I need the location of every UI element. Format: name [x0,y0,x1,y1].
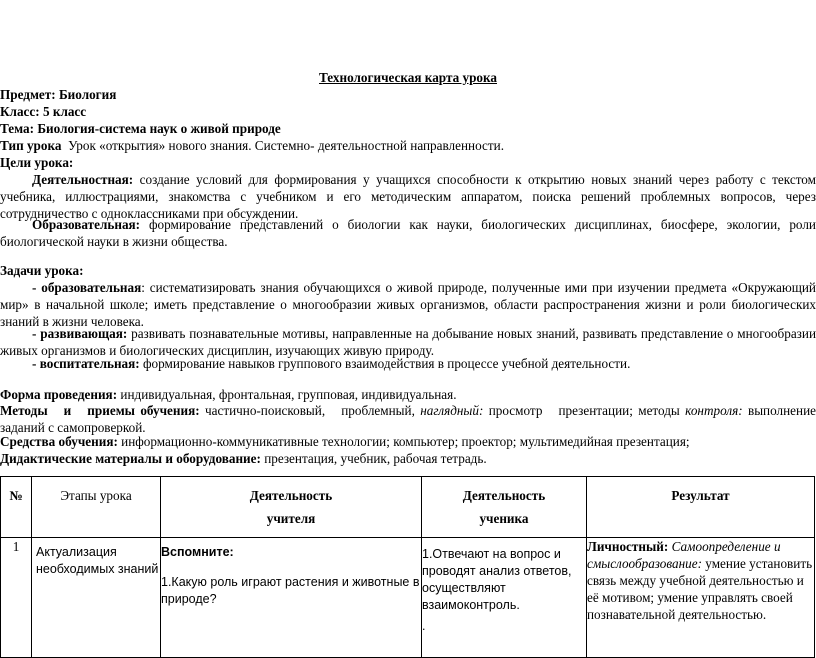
subject-line [0,86,816,103]
goal-educational-label: Образовательная: [32,217,141,232]
row-num: 1 [1,538,32,658]
lesson-table [0,476,815,658]
table-row [1,538,815,658]
methods-label: Методы и приемы обучения: [0,403,200,418]
task-educational-paragraph [0,279,816,330]
methods-paragraph [0,402,816,436]
methods-part3: выполнение заданий с самопроверкой. [0,403,816,435]
result-text: умение установить связь между учебной деятельностью и её мотивом; умение управлять своей познавательной деятельностью. [587,556,813,622]
task-educational-label: - образовательная [32,280,142,295]
task-upbringing-paragraph [0,355,816,372]
row-teacher-activity [161,538,422,658]
header-teacher: Деятельность учителя [161,477,422,538]
goal-activity-paragraph [0,171,816,222]
table-header-row [1,477,815,538]
teacher-question: 1.Какую роль играют растения и животные в природе? [161,575,420,606]
topic-label: Тема: [0,121,35,136]
means-line [0,433,816,450]
row-result [587,538,815,658]
form-line [0,386,816,403]
header-num: № [1,477,32,538]
goals-heading: Цели урока: [0,155,74,170]
topic-value: Биология-система наук о живой природе [37,121,281,136]
teacher-heading: Вспомните: [161,545,234,559]
student-dot: . [422,619,426,633]
methods-visual: наглядный: [420,403,484,418]
goal-educational-text: формирование представлений о биологии как науки, биологических дисциплинах, биосфере, экологии, роли биологической науки в жизни общества. [0,217,816,249]
header-stages: Этапы урока [32,477,161,538]
lesson-type-label: Тип урока [0,138,62,153]
goal-educational-paragraph [0,216,816,250]
form-label: Форма проведения: [0,387,118,402]
grade-label: Класс: [0,104,40,119]
methods-part1: частично-поисковый, проблемный, [199,403,421,418]
goal-activity-text: создание условий для формирования у учащихся способности к открытию новых знаний через работу с текстом учебника, иллюстрациями, знакомства с учебником и его методическим аппаратом, поиска решений проблемных вопросов, через сотрудничество с одноклассниками при обсуждении. [0,172,816,221]
header-student: Деятельность ученика [422,477,587,538]
methods-control: контроля: [685,403,743,418]
means-label: Средства обучения: [0,434,118,449]
result-italic: Самоопределение и смыслообразование: [587,539,781,571]
methods-part2: просмотр презентации; методы [483,403,686,418]
document-title: Технологическая карта урока [319,70,497,85]
topic-line [0,120,816,137]
grade-value: 5 класс [42,104,87,119]
materials-value: презентация, учебник, рабочая тетрадь. [260,451,487,466]
student-text: 1.Отвечают на вопрос и проводят анализ ответов, осуществляют взаимоконтроль. [422,547,572,612]
lesson-type-value: Урок «открытия» нового знания. Системно- деятельностной направленности. [68,138,504,153]
task-developing-label: - развивающая: [32,326,128,341]
subject-value: Биология [58,87,117,102]
task-developing-paragraph [0,325,816,359]
tasks-heading: Задачи урока: [0,263,84,278]
row-stage: Актуализация необходимых знаний [32,538,161,658]
materials-line [0,450,816,467]
materials-label: Дидактические материалы и оборудование: [0,451,261,466]
task-upbringing-text: формирование навыков группового взаимодействия в процессе учебной деятельности. [139,356,631,371]
row-student-activity [422,538,587,658]
means-value: информационно-коммуникативные технологии; компьютер; проектор; мультимедийная презентация; [117,434,690,449]
grade-line [0,103,816,120]
form-value: индивидуальная, фронтальная, групповая, индивидуальная. [117,387,457,402]
lesson-type-line [0,137,816,154]
task-upbringing-label: - воспитательная: [32,356,140,371]
subject-label: Предмет: [0,87,56,102]
header-result: Результат [587,477,815,538]
goal-activity-label: Деятельностная: [32,172,134,187]
task-developing-text: развивать познавательные мотивы, направленные на добывание новых знаний, развивать представление о многообразии живых организмов и биологических дисциплин, изучающих живую природу. [0,326,816,358]
task-educational-text: : систематизировать знания обучающихся о живой природе, полученные ими при изучении предмета «Окружающий мир» в начальной школе; иметь представление о многообразии живых организмов, области распространения жизни и роли биологических знаний в жизни человека. [0,280,816,329]
result-label: Личностный: [587,539,669,554]
